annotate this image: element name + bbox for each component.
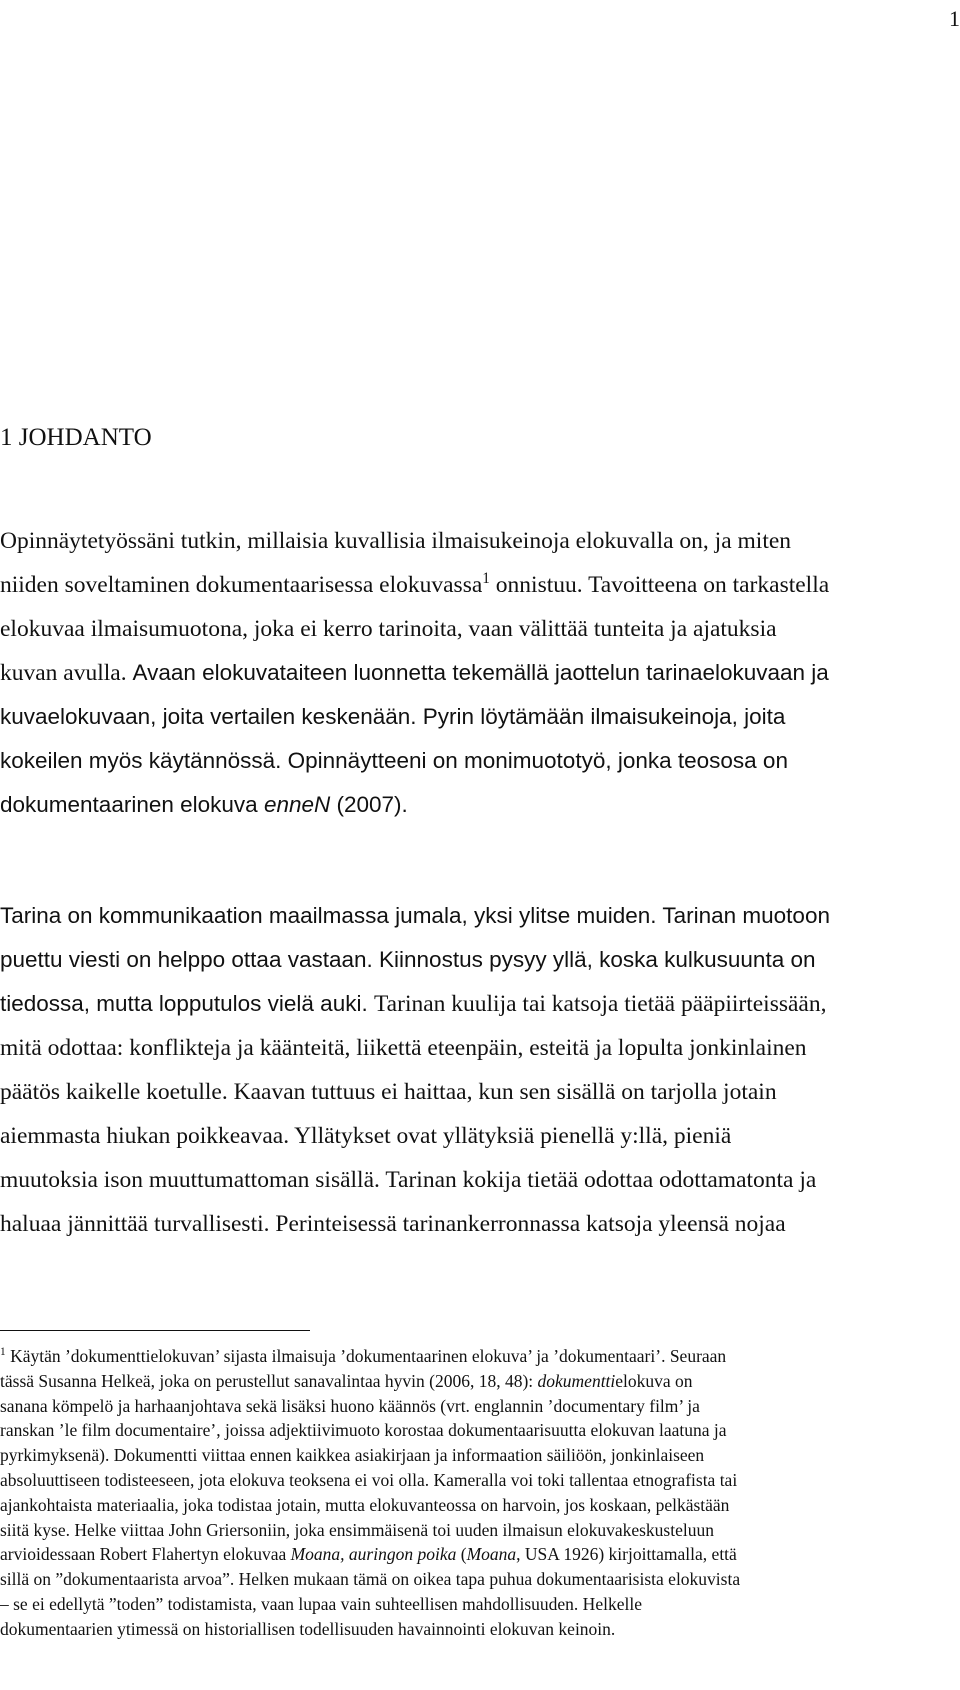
text-line: muutoksia ison muuttumattoman sisällä. Tarinan kokija tietää odottaa odottamatonta ja [0, 1167, 817, 1193]
text-line: Tarina on kommunikaation maailmassa jumala, yksi ylitse muiden. Tarinan muotoon [0, 903, 830, 928]
text-line: Opinnäytetyössäni tutkin, millaisia kuvallisia ilmaisukeinoja elokuvalla on, ja miten [0, 528, 792, 554]
footnote-line: $^1$ Käytän ’dokumenttielokuvan’ sijasta ilmaisuja ’dokumentaarinen elokuva’ ja ’dokumentaari’. Seuraan [0, 1346, 727, 1366]
footnote-line: pyrkimyksenä). Dokumentti viittaa ennen kaikkea asiakirjaan ja informaation säiliöön, jonkinlaiseen [0, 1445, 705, 1466]
paragraph-intro [0, 519, 945, 827]
footnote-line: arvioidessaan Robert Flahertyn elokuvaa Moana, auringon poika (Moana, USA 1926) kirjoittamalla, että [0, 1544, 737, 1565]
text-line: kuvan avulla. Avaan elokuvataiteen luonnetta tekemällä jaottelun tarinaelokuvaan ja [0, 660, 829, 686]
footnote-line: dokumentaarien ytimessä on historiallisen todellisuuden havainnointi elokuvan keinoin. [0, 1618, 616, 1639]
film-title: enneN [263, 792, 331, 817]
film-title: Moana, auringon poika [290, 1544, 457, 1565]
footnote-line: ajankohtaista materiaalia, joka todistaa jotain, mutta elokuvanteossa on harvoin, jos koskaan, pelkästään [0, 1494, 730, 1515]
chapter-heading: 1 JOHDANTO [0, 424, 152, 451]
text-line: päätös kaikelle koetulle. Kaavan tuttuus ei haittaa, kun sen sisällä on tarjolla jotain [0, 1079, 777, 1105]
text-line: dokumentaarinen elokuva enneN (2007). [0, 792, 408, 817]
footnote-marker: 1 [0, 1346, 6, 1359]
footnote-line: ranskan ’le film documentaire’, joissa adjektiivimuoto korostaa dokumentaarisuutta elokuvan laatuna ja [0, 1420, 727, 1441]
text-line: kuvaelokuvaan, joita vertailen keskenään. Pyrin löytämään ilmaisukeinoja, joita [0, 704, 786, 729]
text-line: puettu viesti on helppo ottaa vastaan. Kiinnostus pysyy yllä, koska kulkusuunta on [0, 947, 816, 972]
footnote-reference: 1 [482, 570, 490, 588]
footnote-line: tässä Susanna Helkeä, joka on perustellut sanavalintaa hyvin (2006, 18, 48): dokumenttielokuva on [0, 1370, 693, 1391]
footnote-line: absoluuttiseen todisteeseen, jota elokuva teoksena ei voi olla. Kameralla voi toki tallentaa etnografista tai [0, 1469, 738, 1490]
footnote-line: – se ei edellytä ”toden” todistamista, vaan lupaa vain suhteellisen mahdollisuuden. Helkelle [0, 1593, 642, 1614]
footnote-line: sillä on ”dokumentaarista arvoa”. Helken mukaan tämä on oikea tapa puhua dokumentaarisista elokuvista [0, 1569, 741, 1590]
footnote-line: sanana kömpelö ja harhaanjohtava sekä lisäksi huono käännös (vrt. englannin ’documentary film’ ja [0, 1395, 700, 1416]
text-line: haluaa jännittää turvallisesti. Perinteisessä tarinankerronnassa katsoja yleensä nojaa [0, 1211, 786, 1237]
text-line: kokeilen myös käytännössä. Opinnäytteeni on monimuototyö, jonka teososa on [0, 748, 788, 773]
paragraph-story [0, 894, 945, 1246]
footnote-line: siitä kyse. Helke viittaa John Griersoniin, joka ensimmäisenä toi uuden ilmaisun elokuvakeskusteluun [0, 1519, 714, 1540]
text-line: elokuvaa ilmaisumuotona, joka ei kerro tarinoita, vaan välittää tunteita ja ajatuksia [0, 616, 777, 642]
text-line: mitä odottaa: konflikteja ja käänteitä, liikettä eteenpäin, esteitä ja lopulta jonkinlainen [0, 1035, 807, 1061]
film-title: Moana [466, 1544, 517, 1565]
text-line: niiden soveltaminen dokumentaarisessa elokuvassa$^1$ onnistuu. Tavoitteena on tarkastella [0, 570, 830, 598]
text-line: aiemmasta hiukan poikkeavaa. Yllätykset ovat yllätyksiä pienellä y:llä, pieniä [0, 1123, 732, 1149]
footnote [0, 1344, 950, 1642]
text-line: tiedossa, mutta lopputulos vielä auki. Tarinan kuulija tai katsoja tietää pääpiirteissään, [0, 991, 827, 1017]
page-number: 1 [949, 6, 960, 31]
footnote-separator [0, 1330, 310, 1331]
